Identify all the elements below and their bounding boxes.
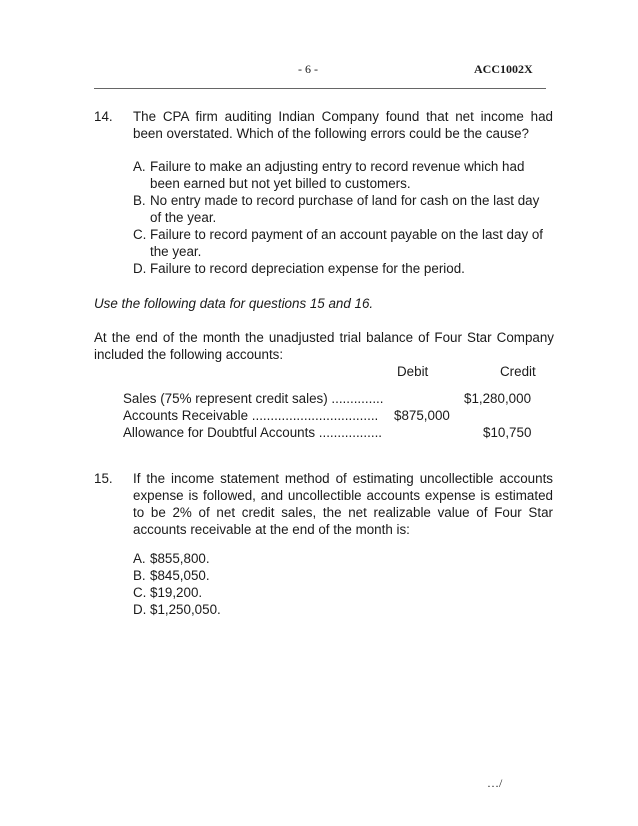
account-label: Sales (75% represent credit sales) .............. [123,391,384,406]
debit-column-header: Debit [397,364,429,379]
option-d [133,601,555,618]
credit-amount: $1,280,000 [464,391,532,406]
option-text: $855,800. [150,551,210,566]
question-text: The CPA firm auditing Indian Company found that net income had been overstated. Which of the following errors could be the cause? [133,109,553,141]
option-letter: D. [133,261,147,276]
option-b [133,192,555,226]
option-d [133,260,555,277]
option-text: No entry made to record purchase of land for cash on the last day [150,193,540,208]
option-letter: A. [133,159,146,174]
account-label: Allowance for Doubtful Accounts ................. [123,425,383,440]
option-text-continued: the year. [150,244,202,259]
option-letter: C. [133,227,147,242]
option-letter: C. [133,585,147,600]
option-text-continued: been earned but not yet billed to customers. [150,176,411,191]
option-a [133,158,555,192]
option-c [133,226,555,260]
option-letter: B. [133,568,146,583]
option-letter: B. [133,193,146,208]
header-divider [94,88,546,89]
debit-amount: $875,000 [394,408,450,423]
option-text: Failure to record depreciation expense for the period. [150,261,465,276]
account-label: Accounts Receivable .................................. [123,408,379,423]
credit-amount: $10,750 [483,425,532,440]
option-letter: D. [133,602,147,617]
page-number: - 6 - [298,62,318,76]
data-paragraph: At the end of the month the unadjusted trial balance of Four Star Company included the following accounts: [94,330,554,362]
data-note: Use the following data for questions 15 and 16. [94,296,374,311]
question-number: 15. [94,471,113,486]
continuation-mark: …/ [487,776,503,790]
option-text: Failure to make an adjusting entry to record revenue which had [150,159,525,174]
option-text: Failure to record payment of an account payable on the last day of [150,227,544,242]
option-c [133,584,555,601]
question-text: If the income statement method of estimating uncollectible accounts expense is followed, and uncollectible accounts expense is estimated to be 2% of net credit sales, the net realizable value of Four Star accounts receivable at the end of the month is: [133,471,553,537]
question-number: 14. [94,109,113,124]
option-letter: A. [133,551,146,566]
option-text: $845,050. [150,568,210,583]
option-text: $1,250,050. [150,602,221,617]
option-text: $19,200. [150,585,203,600]
option-b [133,567,555,584]
course-code: ACC1002X [474,62,533,76]
option-text-continued: of the year. [150,210,217,225]
credit-column-header: Credit [500,364,536,379]
option-a [133,550,555,567]
